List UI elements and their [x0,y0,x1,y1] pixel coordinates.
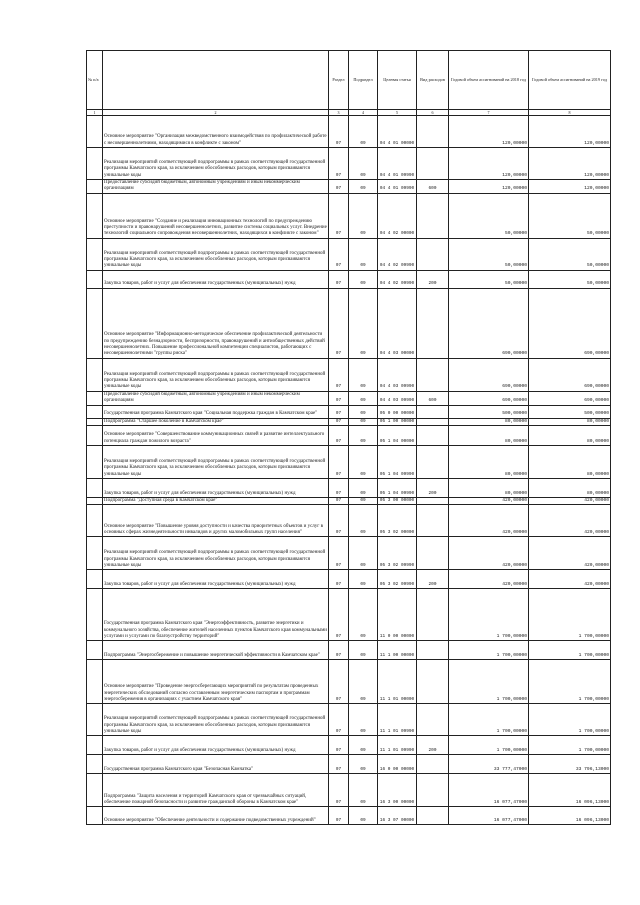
row-vr-cell [417,807,449,825]
row-2019-cell: 500,00000 [529,405,611,418]
row-2019-cell: 690,00000 [529,288,611,358]
row-csr-cell: 05 0 00 00000 [378,405,417,418]
row-2018-cell: 420,00000 [449,537,529,570]
row-number-cell [87,755,103,774]
row-number-cell [87,116,103,148]
row-number-cell [87,736,103,755]
row-vr-cell [417,505,449,537]
row-name-cell: Реализация мероприятий соответствующей подпрограммы в рамках соответствующей государственной программы Камчатского края, за исключением обособленных расходов, которым присваиваются уникальные коды [103,148,329,180]
row-name-cell: Закупка товаров, работ и услуг для обеспечения государственных (муниципальных) нужд [103,736,329,755]
row-name-cell: Реализация мероприятий соответствующей подпрограммы в рамках соответствующей государственной программы Камчатского края, за исключением обособленных расходов, которым присваиваются уникальные коды [103,358,329,391]
row-name-cell: Подпрограмма "Защита населения и территорий Камчатского края от чрезвычайных ситуаций, обеспечение пожарной безопасности и развитие гражданской обороны в Камчатском крае" [103,774,329,807]
table-row [87,774,611,807]
row-csr-cell: 16 3 00 00000 [378,774,417,807]
row-vr-cell [417,238,449,270]
row-podrazdel-cell: 09 [349,426,378,446]
row-2019-cell: 1 700,00000 [529,736,611,755]
row-podrazdel-cell: 09 [349,446,378,479]
row-name-cell: Основное мероприятие "Создание и реализация инновационных технологий по предупреждению преступности и правонарушений несовершеннолетних, развитие системы социальных услуг. Внедрение технологий социального сопровождения несовершеннолетних, находящихся в конфликте с законом" [103,193,329,238]
row-number-cell [87,641,103,660]
row-number-cell [87,238,103,270]
row-csr-cell: 16 0 00 00000 [378,755,417,774]
table-row [87,537,611,570]
row-vr-cell: 600 [417,180,449,194]
row-2018-cell: 80,00000 [449,446,529,479]
table-row [87,391,611,405]
row-2019-cell: 690,00000 [529,391,611,405]
row-number-cell [87,148,103,180]
row-vr-cell [417,358,449,391]
column-index-cell: 7 [449,110,529,116]
row-2018-cell: 1 700,00000 [449,736,529,755]
table-row [87,238,611,270]
row-2018-cell: 420,00000 [449,570,529,589]
row-number-cell [87,418,103,425]
table-row [87,180,611,194]
row-name-cell: Государственная программа Камчатского края "Энергоэффективность, развитие энергетики и коммунального хозяйства, обеспечение жителей населенных пунктов Камчатского края коммунальными услугами и услугами по благоустройству территорий" [103,589,329,641]
row-number-cell [87,774,103,807]
row-podrazdel-cell: 09 [349,570,378,589]
header-row [87,51,611,110]
row-podrazdel-cell: 09 [349,641,378,660]
row-csr-cell: 16 3 07 00000 [378,807,417,825]
row-name-cell: Закупка товаров, работ и услуг для обеспечения государственных (муниципальных) нужд [103,570,329,589]
row-csr-cell: 11 1 01 09990 [378,736,417,755]
row-razdel-cell: 07 [329,288,349,358]
row-vr-cell [417,426,449,446]
row-2019-cell: 120,00000 [529,180,611,194]
row-number-cell [87,704,103,736]
row-vr-cell [417,589,449,641]
column-index-cell: 6 [417,110,449,116]
row-razdel-cell: 07 [329,405,349,418]
row-name-cell: Реализация мероприятий соответствующей подпрограммы в рамках соответствующей государственной программы Камчатского края, за исключением обособленных расходов, которым присваиваются уникальные коды [103,446,329,479]
row-razdel-cell: 07 [329,736,349,755]
header-name [103,51,329,110]
row-number-cell [87,589,103,641]
header-csr: Целевая статья [378,51,417,110]
row-podrazdel-cell: 09 [349,148,378,180]
row-vr-cell: 200 [417,570,449,589]
row-podrazdel-cell: 09 [349,755,378,774]
row-podrazdel-cell: 09 [349,288,378,358]
row-name-cell: Основное мероприятие "Информационно-методическое обеспечение профилактической деятельности по предупреждению безнадзорности, беспризорности, правонарушений и антиобщественных действий несовершеннолетних. Повышение профессиональной компетенции специалистов, работающих с несовершеннолетними "группы риска" [103,288,329,358]
row-podrazdel-cell: 09 [349,479,378,498]
table-row [87,405,611,418]
table-row [87,736,611,755]
column-index-cell: 8 [529,110,611,116]
row-name-cell: Реализация мероприятий соответствующей подпрограммы в рамках соответствующей государственной программы Камчатского края, за исключением обособленных расходов, которым присваиваются уникальные коды [103,704,329,736]
row-name-cell: Реализация мероприятий соответствующей подпрограммы в рамках соответствующей государственной программы Камчатского края, за исключением обособленных расходов, которым присваиваются уникальные коды [103,238,329,270]
row-2018-cell: 1 700,00000 [449,589,529,641]
row-name-cell: Государственная программа Камчатского края "Социальная поддержка граждан в Камчатском крае" [103,405,329,418]
row-csr-cell: 11 1 01 00000 [378,660,417,704]
row-csr-cell: 04 4 01 00000 [378,116,417,148]
row-csr-cell: 04 4 03 09990 [378,358,417,391]
budget-table-sheet [86,50,610,825]
row-name-cell: Реализация мероприятий соответствующей подпрограммы в рамках соответствующей государственной программы Камчатского края, за исключением обособленных расходов, которым присваиваются уникальные коды [103,537,329,570]
table-row [87,148,611,180]
row-podrazdel-cell: 09 [349,238,378,270]
row-vr-cell [417,660,449,704]
row-2019-cell: 16 096,13000 [529,774,611,807]
row-2019-cell: 120,00000 [529,148,611,180]
table-row [87,446,611,479]
row-razdel-cell: 07 [329,193,349,238]
row-csr-cell: 04 4 02 09990 [378,270,417,288]
row-razdel-cell: 07 [329,426,349,446]
row-2018-cell: 1 700,00000 [449,660,529,704]
column-index-cell: 2 [103,110,329,116]
row-2019-cell: 420,00000 [529,537,611,570]
row-2019-cell: 80,00000 [529,446,611,479]
row-number-cell [87,180,103,194]
header-podrazdel: Подраздел [349,51,378,110]
header-num: № п/а [87,51,103,110]
table-row [87,358,611,391]
row-podrazdel-cell: 09 [349,270,378,288]
row-number-cell [87,505,103,537]
row-name-cell: Государственная программа Камчатского края "Безопасная Камчатка" [103,755,329,774]
row-2018-cell: 500,00000 [449,405,529,418]
row-number-cell [87,537,103,570]
row-2019-cell: 690,00000 [529,358,611,391]
row-name-cell: Основное мероприятие "Повышение уровня доступности и качества приоритетных объектов и услуг в основных сферах жизнедеятельности инвалидов и других маломобильных групп населения" [103,505,329,537]
row-2019-cell: 420,00000 [529,505,611,537]
row-2018-cell: 120,00000 [449,148,529,180]
row-2018-cell: 33 777,47000 [449,755,529,774]
row-2019-cell: 50,00000 [529,193,611,238]
row-razdel-cell: 07 [329,704,349,736]
row-podrazdel-cell: 09 [349,736,378,755]
row-podrazdel-cell: 09 [349,505,378,537]
row-name-cell: Подпрограмма "Старшее поколение в Камчатском крае" [103,418,329,425]
row-razdel-cell: 07 [329,641,349,660]
row-podrazdel-cell: 09 [349,589,378,641]
row-number-cell [87,193,103,238]
row-number-cell [87,446,103,479]
row-2019-cell: 1 700,00000 [529,660,611,704]
column-index-cell: 4 [349,110,378,116]
header-2019: Годовой объем ассигнований на 2019 год [529,51,611,110]
row-podrazdel-cell: 09 [349,537,378,570]
row-2018-cell: 690,00000 [449,288,529,358]
row-2019-cell: 120,00000 [529,116,611,148]
table-row [87,660,611,704]
row-csr-cell: 11 0 00 00000 [378,589,417,641]
row-razdel-cell: 07 [329,660,349,704]
row-2019-cell: 50,00000 [529,270,611,288]
row-podrazdel-cell: 09 [349,807,378,825]
row-razdel-cell: 07 [329,358,349,391]
row-number-cell [87,570,103,589]
table-row [87,193,611,238]
row-podrazdel-cell: 09 [349,704,378,736]
row-number-cell [87,660,103,704]
row-csr-cell: 05 3 00 00000 [378,498,417,505]
row-2018-cell: 16 077,47000 [449,807,529,825]
row-name-cell: Предоставление субсидий бюджетным, автономным учреждениям и иным некоммерческим организациям [103,391,329,405]
row-2018-cell: 420,00000 [449,498,529,505]
row-csr-cell: 05 1 04 00000 [378,426,417,446]
row-2018-cell: 1 700,00000 [449,641,529,660]
budget-table [86,50,611,825]
row-razdel-cell: 07 [329,116,349,148]
row-vr-cell [417,641,449,660]
row-2018-cell: 50,00000 [449,270,529,288]
row-name-cell: Основное мероприятие "Проведение энергосберегающих мероприятий по результатам проведенных энергетических обследований согласно составленным энергетическим паспортам и программам энергосбережения в организациях с участием Камчатского края" [103,660,329,704]
row-csr-cell: 04 4 01 09990 [378,180,417,194]
row-csr-cell: 05 3 02 09990 [378,537,417,570]
row-csr-cell: 05 3 02 09990 [378,570,417,589]
row-vr-cell [417,704,449,736]
row-csr-cell: 05 1 00 00000 [378,418,417,425]
row-2018-cell: 690,00000 [449,358,529,391]
row-vr-cell [417,498,449,505]
row-csr-cell: 04 4 02 00000 [378,193,417,238]
column-index-cell: 5 [378,110,417,116]
row-podrazdel-cell: 09 [349,391,378,405]
row-number-cell [87,288,103,358]
row-csr-cell: 04 4 03 09990 [378,391,417,405]
row-vr-cell: 200 [417,270,449,288]
row-csr-cell: 04 4 01 09990 [378,148,417,180]
row-razdel-cell: 07 [329,391,349,405]
row-razdel-cell: 07 [329,270,349,288]
table-row [87,704,611,736]
row-name-cell: Закупка товаров, работ и услуг для обеспечения государственных (муниципальных) нужд [103,479,329,498]
table-row [87,116,611,148]
row-name-cell: Подпрограмма "Энергосбережение и повышение энергетической эффективности в Камчатском крае" [103,641,329,660]
row-number-cell [87,391,103,405]
row-2019-cell: 80,00000 [529,426,611,446]
row-name-cell: Подпрограмма "Доступная среда в Камчатском крае" [103,498,329,505]
row-2018-cell: 1 700,00000 [449,704,529,736]
row-vr-cell [417,148,449,180]
row-csr-cell: 05 3 02 00000 [378,505,417,537]
row-csr-cell: 05 1 04 09990 [378,479,417,498]
row-csr-cell: 11 1 00 00000 [378,641,417,660]
row-name-cell: Закупка товаров, работ и услуг для обеспечения государственных (муниципальных) нужд [103,270,329,288]
row-podrazdel-cell: 09 [349,774,378,807]
row-podrazdel-cell: 09 [349,180,378,194]
row-number-cell [87,426,103,446]
row-razdel-cell: 07 [329,180,349,194]
row-2019-cell: 1 700,00000 [529,641,611,660]
row-2019-cell: 80,00000 [529,418,611,425]
row-vr-cell [417,288,449,358]
row-2018-cell: 420,00000 [449,505,529,537]
table-row [87,288,611,358]
row-vr-cell [417,774,449,807]
column-index-cell: 3 [329,110,349,116]
row-podrazdel-cell: 09 [349,660,378,704]
table-row [87,270,611,288]
row-2018-cell: 80,00000 [449,418,529,425]
row-2018-cell: 50,00000 [449,238,529,270]
row-2018-cell: 16 077,47000 [449,774,529,807]
row-razdel-cell: 07 [329,505,349,537]
row-razdel-cell: 07 [329,755,349,774]
row-podrazdel-cell: 09 [349,405,378,418]
row-2019-cell: 420,00000 [529,498,611,505]
table-row [87,418,611,425]
row-2019-cell: 1 700,00000 [529,704,611,736]
row-2019-cell: 50,00000 [529,238,611,270]
table-row [87,589,611,641]
row-vr-cell: 200 [417,479,449,498]
row-2018-cell: 50,00000 [449,193,529,238]
row-2019-cell: 33 796,13000 [529,755,611,774]
row-2019-cell: 420,00000 [529,570,611,589]
row-razdel-cell: 07 [329,537,349,570]
row-vr-cell [417,193,449,238]
row-razdel-cell: 07 [329,238,349,270]
row-podrazdel-cell: 09 [349,498,378,505]
header-razdel: Раздел [329,51,349,110]
row-name-cell: Основное мероприятие "Обеспечение деятельности и содержание подведомственных учреждений" [103,807,329,825]
row-vr-cell [417,405,449,418]
row-razdel-cell: 07 [329,774,349,807]
row-name-cell: Основное мероприятие "Организация межведомственного взаимодействия по профилактической работе с несовершеннолетними, находящимися в конфликте с законом" [103,116,329,148]
header-vr: Вид расходов [417,51,449,110]
row-name-cell: Основное мероприятие "Совершенствование коммуникационных связей и развитие интеллектуального потенциала граждан пожилого возраста" [103,426,329,446]
row-razdel-cell: 07 [329,498,349,505]
row-number-cell [87,270,103,288]
row-2019-cell: 16 096,13000 [529,807,611,825]
table-row [87,498,611,505]
row-podrazdel-cell: 09 [349,193,378,238]
row-number-cell [87,807,103,825]
row-2019-cell: 1 700,00000 [529,589,611,641]
row-2019-cell: 80,00000 [529,479,611,498]
table-row [87,641,611,660]
row-razdel-cell: 07 [329,418,349,425]
row-csr-cell: 05 1 04 09990 [378,446,417,479]
table-row [87,570,611,589]
row-number-cell [87,479,103,498]
row-csr-cell: 11 1 01 09990 [378,704,417,736]
row-podrazdel-cell: 09 [349,116,378,148]
table-row [87,807,611,825]
row-2018-cell: 120,00000 [449,180,529,194]
row-2018-cell: 80,00000 [449,479,529,498]
row-csr-cell: 04 4 02 09990 [378,238,417,270]
table-row [87,479,611,498]
column-index-cell: 1 [87,110,103,116]
row-2018-cell: 690,00000 [449,391,529,405]
row-vr-cell [417,418,449,425]
row-razdel-cell: 07 [329,807,349,825]
row-vr-cell: 600 [417,391,449,405]
table-row [87,426,611,446]
row-razdel-cell: 07 [329,479,349,498]
row-podrazdel-cell: 09 [349,358,378,391]
row-razdel-cell: 07 [329,446,349,479]
row-vr-cell: 200 [417,736,449,755]
row-razdel-cell: 07 [329,148,349,180]
row-2018-cell: 120,00000 [449,116,529,148]
row-number-cell [87,358,103,391]
header-2018: Годовой объем ассигнований на 2018 год [449,51,529,110]
row-razdel-cell: 07 [329,589,349,641]
table-row [87,505,611,537]
row-vr-cell [417,446,449,479]
row-podrazdel-cell: 09 [349,418,378,425]
row-number-cell [87,498,103,505]
row-csr-cell: 04 4 03 00000 [378,288,417,358]
row-vr-cell [417,537,449,570]
row-vr-cell [417,755,449,774]
row-name-cell: Предоставление субсидий бюджетным, автономным учреждениям и иным некоммерческим организациям [103,180,329,194]
row-number-cell [87,405,103,418]
table-row [87,755,611,774]
row-2018-cell: 80,00000 [449,426,529,446]
row-razdel-cell: 07 [329,570,349,589]
row-vr-cell [417,116,449,148]
